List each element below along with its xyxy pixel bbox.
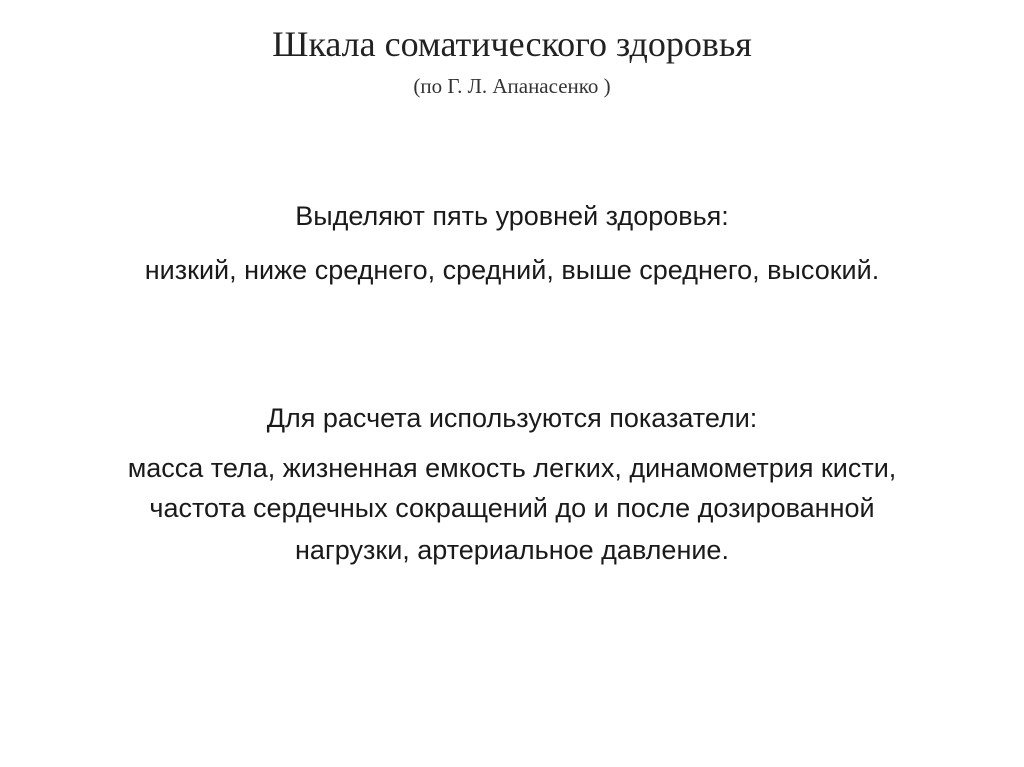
levels-list: низкий, ниже среднего, средний, выше среднего, высокий. [144, 255, 880, 285]
indicators-line: частота сердечных сокращений до и после дозированной [149, 493, 875, 523]
slide-title: Шкала соматического здоровья [272, 24, 752, 64]
indicators-line: нагрузки, артериальное давление. [295, 535, 729, 565]
levels-heading: Выделяют пять уровней здоровья: [295, 201, 729, 231]
slide-subtitle: (по Г. Л. Апанасенко ) [413, 74, 611, 98]
indicators-line: масса тела, жизненная емкость легких, динамометрия кисти, [127, 453, 897, 483]
indicators-heading: Для расчета используются показатели: [266, 403, 758, 433]
